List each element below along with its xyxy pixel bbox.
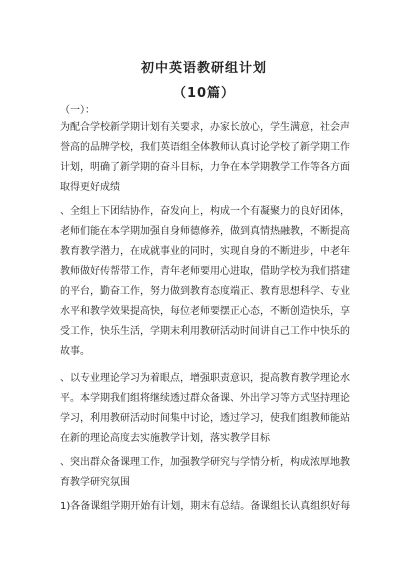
- text-line: 教育教学潜力，在成就事业的同时，实现自身的不断进步，中老年: [60, 246, 350, 257]
- text-line: 受工作，快乐生活，学期末利用教研活动时间讲自己工作中快乐的: [60, 326, 350, 337]
- document-subtitle: （10篇）: [172, 86, 236, 101]
- text-line: 在新的理论高度去实施教学计划，落实教学目标: [60, 433, 270, 444]
- paragraph-2: [60, 202, 356, 362]
- paragraph-1: [60, 118, 356, 198]
- text-line: 计划，明确了新学期的奋斗目标，力争在本学期教学工作等各方面: [60, 162, 350, 173]
- text-line: 的平台，勤奋工作，努力做到教育态度端正、教育思想科学、专业: [60, 286, 350, 297]
- text-line: 老师们能在本学期加强自身师德修养，做到真情热融教，不断提高: [60, 226, 350, 237]
- text-line: 育教学研究氛围: [60, 477, 130, 488]
- text-line: 水平和教学效果提高快，每位老师要摆正心态，不断创造快乐，享: [60, 306, 350, 317]
- paragraph-5: [60, 497, 356, 517]
- paragraph-3: [60, 369, 356, 449]
- text-line: 、以专业理论学习为着眼点，增强职责意识，提高教育教学理论水: [60, 373, 350, 384]
- text-line: 、全组上下团结协作，奋发向上，构成一个有凝聚力的良好团体，: [60, 206, 350, 217]
- text-line: 、突出群众备课理工作，加强教学研究与学情分析，构成浓厚地教: [60, 457, 350, 468]
- paragraph-4: [60, 453, 356, 493]
- text-line: 教师做好传帮带工作，青年老师要用心进取，借助学校为我们搭建: [60, 266, 350, 277]
- text-line: 故事。: [60, 346, 90, 357]
- text-line: 为配合学校新学期计划有关要求，办家长放心，学生满意，社会声: [60, 122, 350, 133]
- text-line: 1)各备课组学期开始有计划，期末有总结。备课组长认真组织好每: [60, 501, 351, 512]
- document-title: 初中英语教研组计划: [140, 61, 267, 76]
- text-line: 誉高的品牌学校，我们英语组全体教师认真讨论学校了新学期工作: [60, 142, 350, 153]
- text-line: 平。本学期我们组将继续透过群众备课、外出学习等方式坚持理论: [60, 393, 350, 404]
- text-line: 取得更好成绩: [60, 182, 120, 193]
- section-label: （一）：: [60, 105, 95, 116]
- text-line: 学习，利用教研活动时间集中讨论，透过学习，使我们组教师能站: [60, 413, 350, 424]
